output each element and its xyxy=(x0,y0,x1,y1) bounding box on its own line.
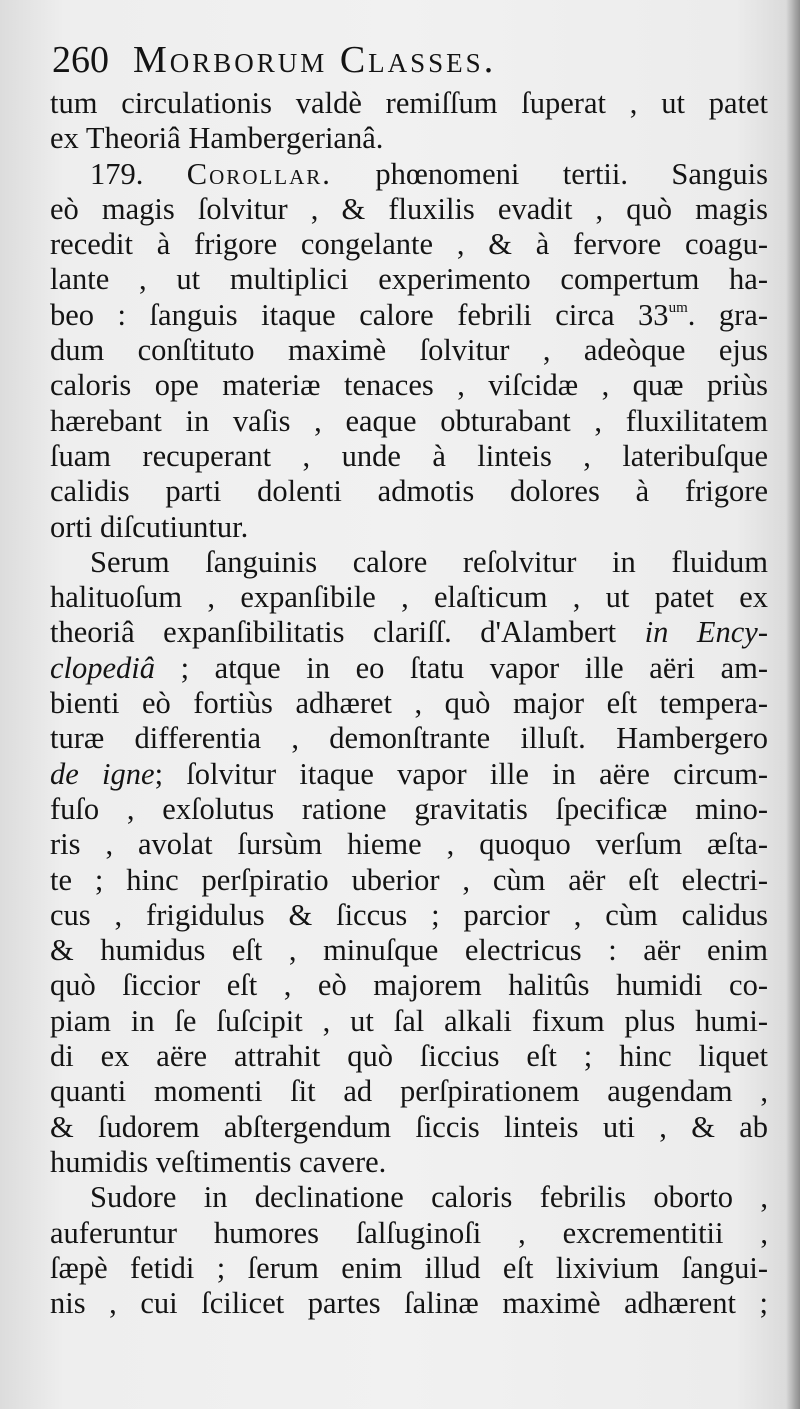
text-line: lante , ut multiplici experimento compertum ha- xyxy=(50,262,768,297)
text-line: eò magis ſolvitur , & fluxilis evadit , quò magis xyxy=(50,191,768,226)
text-line: ris , avolat ſursùm hieme , quoquo verſum æſta- xyxy=(50,827,768,862)
text-line: ex Theoriâ Hambergerianâ. xyxy=(50,121,384,156)
italic-citation: in Ency- xyxy=(644,615,768,650)
text-line: di ex aëre attrahit quò ſiccius eſt ; hinc liquet xyxy=(50,1039,768,1074)
text-line: clopediâ ; atque in eo ſtatu vapor ille aëri am- xyxy=(50,650,768,685)
text-line: halituoſum , expanſibile , elaſticum , ut patet ex xyxy=(50,580,768,615)
text-line: bienti eò fortiùs adhæret , quò major eſt tempera- xyxy=(50,686,768,721)
text-line: humidis veſtimentis cavere. xyxy=(50,1144,387,1179)
paragraph-start: Sudore in declinatione caloris febrilis oborto , xyxy=(90,1180,768,1215)
text-line: ſuam recuperant , unde à linteis , lateribuſque xyxy=(50,438,768,473)
text-line: dum conſtituto maximè ſolvitur , adeòque ejus xyxy=(50,333,768,368)
text-line: piam in ſe ſuſcipit , ut ſal alkali fixum plus humi- xyxy=(50,1003,768,1038)
paragraph-start: Serum ſanguinis calore reſolvitur in fluidum xyxy=(90,544,768,579)
text-line: ſæpè fetidi ; ſerum enim illud eſt lixivium ſangui- xyxy=(50,1250,768,1285)
section-number: 179. xyxy=(90,156,144,191)
running-head: Morborum Classes. xyxy=(133,39,497,81)
text-line: tum circulationis valdè remiſſum ſuperat , ut patet xyxy=(50,86,768,120)
body-text xyxy=(50,86,768,1321)
text-line: te ; hinc perſpiratio uberior , cùm aër eſt electri- xyxy=(50,862,768,897)
section-title: Corollar. xyxy=(186,156,332,191)
italic-citation: clopediâ xyxy=(50,650,156,685)
superscript: um xyxy=(668,299,688,316)
text-line: & humidus eſt , minuſque electricus : aër enim xyxy=(50,933,768,968)
text-line: theoriâ expanſibilitatis clariſſ. d'Alambert in Ency- xyxy=(50,615,768,650)
page-number: 260 xyxy=(52,39,109,81)
text-line: auferuntur humores ſalſuginoſi , excrementitii , xyxy=(50,1215,768,1250)
text-line: hærebant in vaſis , eaque obturabant , fluxilitatem xyxy=(50,403,768,438)
text-line: caloris ope materiæ tenaces , viſcidæ , quæ priùs xyxy=(50,368,768,403)
text-line: cus , frigidulus & ſiccus ; parcior , cùm calidus xyxy=(50,897,768,932)
text-line: nis , cui ſcilicet partes ſalinæ maximè adhærent ; xyxy=(50,1286,768,1321)
text-line: orti diſcutiuntur. xyxy=(50,509,249,544)
text-line: & ſudorem abſtergendum ſiccis linteis uti , & ab xyxy=(50,1109,768,1144)
text-line: beo : ſanguis itaque calore febrili circa $33^{um}$. gra- xyxy=(50,297,768,332)
text-line: quanti momenti ſit ad perſpirationem augendam , xyxy=(50,1074,768,1109)
italic-citation: de igne xyxy=(50,756,155,791)
text-line: fuſo , exſolutus ratione gravitatis ſpecificæ mino- xyxy=(50,791,768,826)
text-line: calidis parti dolenti admotis dolores à frigore xyxy=(50,474,768,509)
text-line: recedit à frigore congelante , & à fervore coagu- xyxy=(50,227,768,262)
text-line: turæ differentia , demonſtrante illuſt. Hambergero xyxy=(50,721,768,756)
section-heading-line: 179. Corollar. phœnomeni tertii. Sanguis xyxy=(90,156,769,191)
text-line: de igne; ſolvitur itaque vapor ille in aëre circum- xyxy=(50,756,768,791)
text-line: quò ſiccior eſt , eò majorem halitûs humidi co- xyxy=(50,968,768,1003)
page-header xyxy=(52,38,752,90)
